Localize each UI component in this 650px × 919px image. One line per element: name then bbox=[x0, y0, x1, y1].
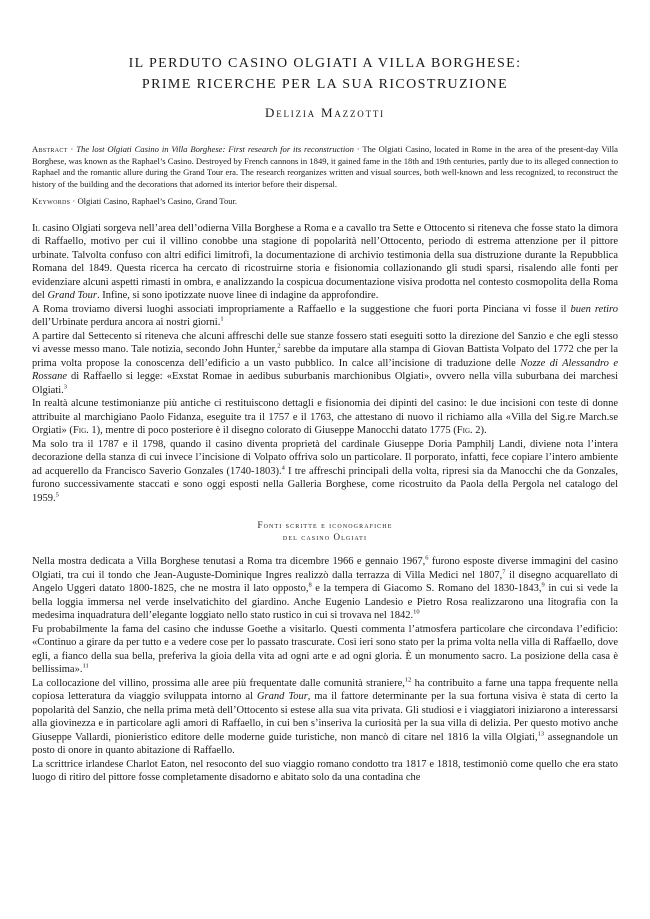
abstract-label: Abstract bbox=[32, 144, 68, 154]
paragraph: A Roma troviamo diversi luoghi associati impropriamente a Raffaello e la suggestione che fuori porta Pinciana vi fosse il buen retiro dell’Urbinate perdura ancora ai nostri giorni.$^1$ bbox=[32, 303, 618, 329]
article-body bbox=[32, 222, 618, 785]
section-heading: Fonti scritte e iconografiche del casino Olgiati bbox=[257, 520, 393, 543]
title-line-2: PRIME RICERCHE PER LA SUA RICOSTRUZIONE bbox=[141, 77, 509, 92]
paragraph: La scrittrice irlandese Charlot Eaton, nel resoconto del suo viaggio romano condotto tra 1817 e 1818, testimoniò come quello che era stato luogo di ritiro del pittore fosse completamente disadorno e abitato solo da una contadina che bbox=[32, 758, 618, 784]
paragraph: Il casino Olgiati sorgeva nell’area dell’odierna Villa Borghese a Roma e a cavallo tra Sette e Ottocento si riteneva che fosse stato la dimora di Raffaello, motivo per cui il villino conobbe una stagione di popolarità nell’Ottocento, periodo di estrema attenzione per il pittore urbinate. Talvolta confuso con altri edifici limitrofi, la documentazione di archivio testimonia della sua distruzione durante la Repubblica Romana del 1849. Questa ricerca ha cercato di ricostruirne storia e fisionomia collazionando gli studi sparsi, risalendo alle fonti per evidenziare alcuni aspetti rimasti in ombra, e analizzando la cospicua documentazione visiva prodotta nel contesto cosmopolita della Roma del Grand Tour. Infine, si sono ipotizzate nuove linee di indagine da approfondire. bbox=[32, 222, 618, 302]
paragraph: Nella mostra dedicata a Villa Borghese tenutasi a Roma tra dicembre 1966 e gennaio 1967,$^6$ furono esposte diverse immagini del casino Olgiati, tra cui il tondo che Jean-Auguste-Dominique Ingres realizzò dalla terrazza di Villa Medici nel 1807,$^7$ il disegno acquarellato di Angelo Uggeri datato 1800-1825, che ne mostra il lato opposto,$^8$ e la tempera di Giacomo S. Romano del 1830-1843,$^9$ in cui si vede la bella loggia immersa nel verde inselvatichito del giardino. Anche Eugenio Landesio e Pietro Rosa realizzarono una litografia con la medesima inquadratura dell’elegante loggiato nello stato rustico in cui si trovava nel 1842.10 bbox=[32, 554, 618, 622]
paragraph: Ma solo tra il 1787 e il 1798, quando il casino diventa proprietà del cardinale Giuseppe Doria Pamphilj Landi, diviene nota l’intera decorazione della stanza di cui invece l’incisione di Volpato offriva solo un particolare. Il porporato, infatti, fece copiare l’intero ambiente ad acquerello da Francisco Saverio Gonzales (1740-1803).$^4$ I tre affreschi principali della volta, ripresi sia da Manocchi che da Gonzales, furono successivamente staccati e sono oggi esposti nella Galleria Borghese, come ricostruito da Paola della Pergola nel catalogo del 1959.$^5$ bbox=[32, 438, 618, 504]
paragraph: Fu probabilmente la fama del casino che indusse Goethe a visitarlo. Questi commenta l’atmosfera particolare che circondava l’edificio: «Continuo a girare da per tutto e a vedere cose per lo passato trascurate. Così ieri sono stato per la prima volta nella villa di Raffaello, dove egli, a fianco della sua bella, preferiva la gioia della vita ad ogni arte e ad ogni gloria. È un monumento sacro. La posizione della casa è bellissima».$^{11}$ bbox=[32, 623, 618, 676]
footnote-ref[interactable]: 7 bbox=[502, 568, 506, 576]
footnote-ref[interactable]: 1 bbox=[220, 315, 224, 323]
title-line-1: IL PERDUTO CASINO OLGIATI A VILLA BORGHESE: bbox=[128, 56, 522, 71]
figure-ref[interactable]: Fig. 1 bbox=[72, 425, 97, 437]
footnote-ref[interactable]: 11 bbox=[82, 662, 89, 670]
abstract: Abstract · The lost Olgiati Casino in Villa Borghese: First research for its reconstruction · The Olgiati Casino, located in Rome in the area of the present-day Villa Borghese, was known as the Raphael’s Casino. Destroyed by French cannons in 1849, it gained fame in the 18th and 19th centuries, partly due to its alleged connection to Raphael and the romantic allure during the Grand Tour era. The research reorganizes written and visual sources, both well-known and less recognized, to reconstruct the history of the building and the decorations that adorned its interior before their dispersal. bbox=[32, 144, 618, 189]
footnote-ref[interactable]: 8 bbox=[308, 581, 312, 589]
keywords-label: Keywords bbox=[32, 196, 71, 207]
paragraph: La collocazione del villino, prossima alle aree più frequentate dalle comunità straniere,$^{12}$ ha contribuito a farne una tappa frequente nella copiosa letteratura da viaggio sviluppata intorno al Grand Tour, ma il fattore determinante per la sua fortuna visiva è stata di certo la popolarità del Sanzio, che nella prima metà dell’Ottocento si estese alla sua vita privata. Gli studiosi e i viaggiatori iniziarono a interessarsi alla giovinezza e in particolare agli amori di Raffaello, in cui ben s’inseriva la curiosità per la sua villa di delizia. Per questo motivo anche Giuseppe Vallardi, pionieristico editore delle moderne guide turistiche, non mancò di citare nel 1816 la villa Olgiati,$^{13}$ assegnandole un posto di onore in quanto abitazione di Raffaello. bbox=[32, 676, 619, 757]
footnote-ref[interactable]: 4 bbox=[281, 464, 285, 472]
abstract-text: · The Olgiati Casino, located in Rome in the area of the present-day Villa Borghese, was known as the Raphael’s Casino. Destroyed by French cannons in 1849, it gained fame in the 18th and 19th centuries, partly due to its alleged connection to Raphael and the romantic allure during the Grand Tour era. The research reorganizes written and visual sources, both well-known and less recognized, to reconstruct the history of the building and the decorations that adorned its interior before their dispersal. bbox=[32, 144, 618, 189]
footnote-ref[interactable]: 10 bbox=[413, 608, 420, 616]
paragraph: In realtà alcune testimonianze più antiche ci restituiscono dettagli e fisionomia dei dipinti del casino: le due incisioni con teste di donne attribuite al marchigiano Paolo Fidanza, eseguite tra il 1757 e il 1763, che attestano di nuovo il richiamo alla «Villa del Sig.re March.se Orgiati» (Fig. 1), mentre di poco posteriore è il disegno colorato di Giuseppe Manocchi datato 1775 (Fig. 2). bbox=[32, 398, 618, 437]
footnote-ref[interactable]: 2 bbox=[277, 342, 281, 350]
footnote-ref[interactable]: 9 bbox=[541, 581, 545, 589]
footnote-ref[interactable]: 6 bbox=[425, 554, 429, 562]
article-page bbox=[32, 0, 618, 785]
article-title bbox=[32, 53, 618, 95]
abstract-english-title: The lost Olgiati Casino in Villa Borghese: First research for its reconstruction bbox=[76, 144, 354, 154]
footnote-ref[interactable]: 5 bbox=[55, 491, 59, 499]
keywords-text: · Olgiati Casino, Raphael’s Casino, Grand Tour. bbox=[70, 196, 238, 207]
paragraph: A partire dal Settecento si riteneva che alcuni affreschi delle sue stanze fossero stati eseguiti sotto la direzione del Sanzio e che egli stesso vi avesse messo mano. Tale notizia, secondo John Hunter,$^2$ sarebbe da imputare alla stampa di Giovan Battista Volpato del 1772 che per la prima volta propose la conoscenza dell’edificio a un vasto pubblico. In calce all’incisione di traduzione delle Nozze di Alessandro e Rossane di Raffaello si legge: «Exstat Romae in aedibus suburbanis marchionibus Olgiati», ovvero nella villa suburbana dei marchesi Olgiati.$^3$ bbox=[32, 330, 618, 396]
footnote-ref[interactable]: 13 bbox=[537, 730, 545, 738]
footnote-ref[interactable]: 3 bbox=[63, 383, 68, 391]
author-name: Delizia Mazzotti bbox=[265, 105, 385, 120]
figure-ref[interactable]: Fig. 2 bbox=[456, 425, 481, 437]
footnote-ref[interactable]: 12 bbox=[404, 676, 412, 684]
keywords bbox=[32, 196, 618, 208]
